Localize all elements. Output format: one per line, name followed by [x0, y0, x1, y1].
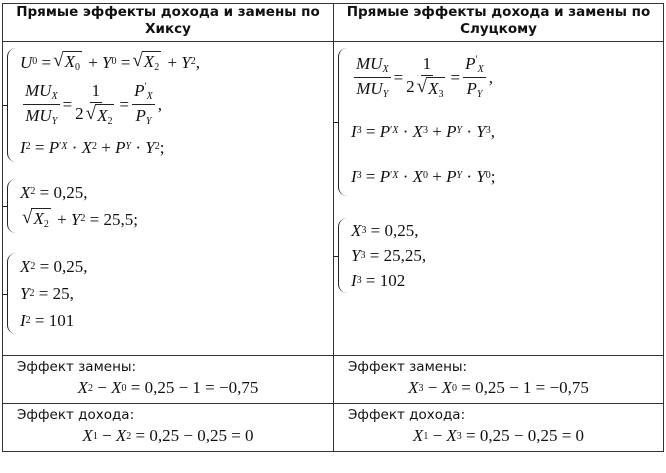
slutsky-res-i3: I 3 = 102 — [351, 271, 406, 290]
hicks-system-2 — [7, 179, 333, 233]
effects-table — [2, 3, 664, 452]
hicks-res-y2: Y 2 = 25 , — [20, 284, 74, 303]
hicks-equations — [3, 42, 334, 356]
hicks-eq-utility: U 0 = √ $X_0$ + Y 0 = √ $X_2$ + Y 2 , — [20, 50, 200, 73]
hicks-eq-y2-solve: √ $X_2$ + Y 2 = 25,5 ; — [22, 207, 138, 230]
slutsky-substitution-cell — [334, 356, 664, 404]
hicks-res-i2: I 2 = 101 — [20, 311, 75, 330]
slutsky-eq-budget-3: I 3 = P ′ X · X 3 + P Y · Y 3 , — [351, 121, 495, 141]
hicks-system-1 — [7, 48, 333, 162]
brace-icon — [7, 253, 17, 334]
slutsky-income-formula: X 1 − X 3 = 0,25 − 0,25 = 0 — [412, 426, 585, 445]
slutsky-system-2 — [338, 218, 663, 293]
hicks-eq-budget: I 2 = P ′ X · X 2 + P Y · Y 2 ; — [20, 137, 165, 157]
slutsky-eq-budget-0: I 3 = P ′ X · X 0 + P Y · Y 0 ; — [351, 166, 496, 186]
slutsky-res-y3: Y 3 = 25,25 , — [351, 246, 427, 265]
header-slutsky: Прямые эффекты дохода и замены по Слуцкому — [334, 4, 664, 42]
slutsky-substitution-formula: X 3 − X 0 = 0,25 − 1 = −0,75 — [408, 378, 589, 397]
hicks-income-formula: X 1 − X 2 = 0,25 − 0,25 = 0 — [82, 426, 254, 445]
hicks-substitution-cell — [3, 356, 334, 404]
slutsky-income-cell — [334, 404, 664, 452]
hicks-system-3 — [7, 253, 333, 334]
hicks-substitution-formula: X 2 − X 0 = 0,25 − 1 = −0,75 — [77, 378, 259, 397]
hicks-eq-mrs: $\frac{MU_X}{MU_Y}$ = 1 2 √ $X_2$ = $\frac{P'_X}{P_Y}$ , — [25, 80, 163, 127]
brace-icon — [7, 179, 17, 233]
hicks-res-x2: X 2 = 0,25 , — [20, 257, 88, 276]
brace-icon — [338, 218, 348, 293]
income-label: Эффект дохода: — [348, 407, 466, 423]
slutsky-system-1 — [338, 48, 663, 196]
substitution-label: Эффект замены: — [17, 359, 137, 375]
brace-icon — [338, 48, 348, 196]
slutsky-eq-mrs: $\frac{MU_X}{MU_Y}$ = 1 2 √ $X_3$ = $\frac{P'_X}{P_Y}$ , — [356, 53, 494, 100]
hicks-eq-x2: X 2 = 0,25 , — [20, 182, 88, 202]
brace-icon — [7, 48, 17, 162]
substitution-label: Эффект замены: — [348, 359, 468, 375]
header-hicks: Прямые эффекты дохода и замены по Хиксу — [3, 4, 334, 42]
slutsky-res-x3: X 3 = 0,25 , — [351, 221, 419, 240]
income-label: Эффект дохода: — [17, 407, 135, 423]
slutsky-equations — [334, 42, 664, 356]
hicks-income-cell — [3, 404, 334, 452]
